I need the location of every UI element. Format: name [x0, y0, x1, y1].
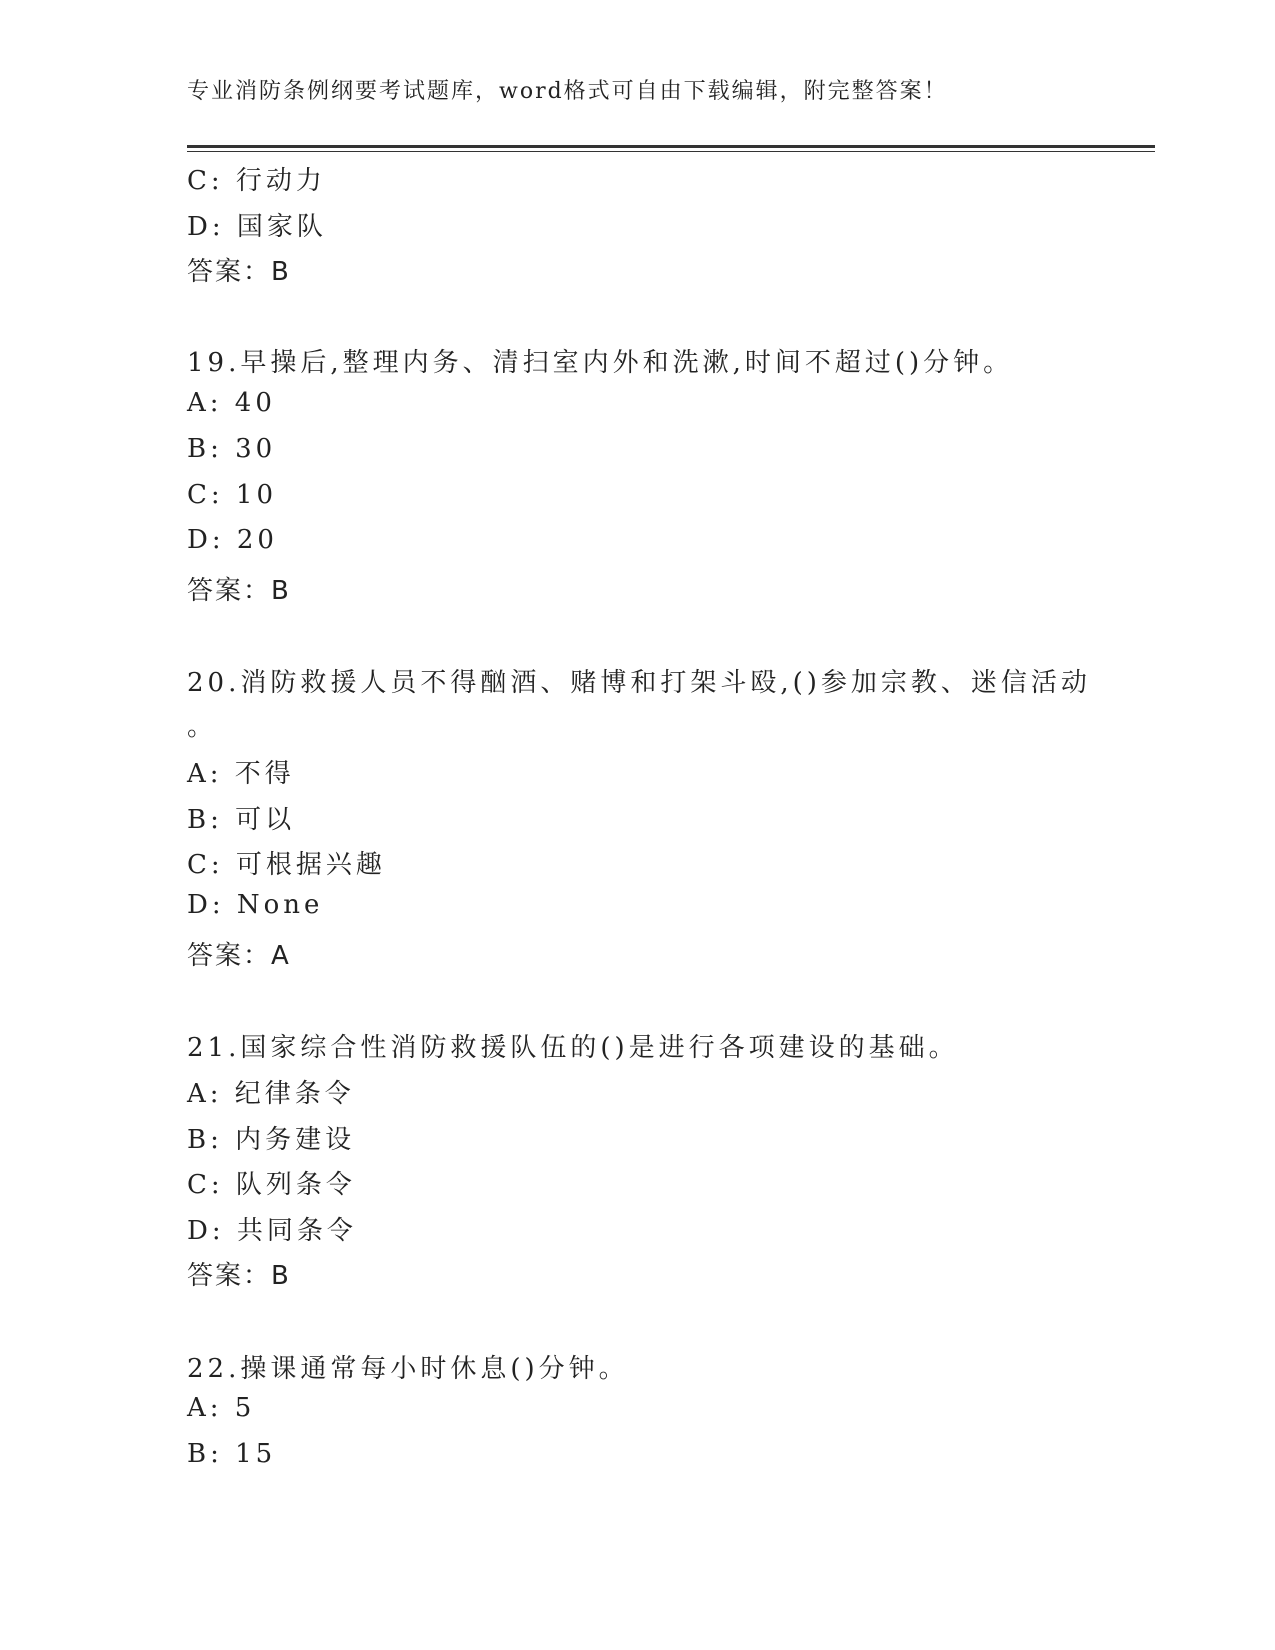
header-rule-thick: [187, 145, 1155, 148]
question-text: 。: [187, 712, 218, 742]
option-line: B: 30: [187, 434, 277, 464]
option-line: A: 纪律条令: [187, 1079, 355, 1109]
option-line: D: 共同条令: [187, 1216, 357, 1246]
option-line: B: 15: [187, 1439, 277, 1469]
answer-line: 答案：B: [187, 576, 291, 606]
option-line: D: 20: [187, 525, 278, 555]
answer-line: 答案：B: [187, 1261, 291, 1291]
option-line: B: 可以: [187, 805, 296, 835]
option-line: B: 内务建设: [187, 1125, 356, 1155]
option-line: A: 5: [187, 1393, 256, 1423]
option-line: C: 行动力: [187, 166, 326, 196]
answer-line: 答案：A: [187, 941, 291, 971]
option-line: C: 队列条令: [187, 1170, 356, 1200]
question-text: 21.国家综合性消防救援队伍的()是进行各项建设的基础。: [187, 1033, 959, 1063]
option-line: A: 不得: [187, 759, 295, 789]
header-rule-thin: [187, 151, 1155, 152]
question-text: 22.操课通常每小时休息()分钟。: [187, 1354, 629, 1384]
question-text: 20.消防救援人员不得酗酒、赌博和打架斗殴,()参加宗教、迷信活动: [187, 668, 1091, 698]
answer-line: 答案：B: [187, 257, 291, 287]
document-header: 专业消防条例纲要考试题库，word格式可自由下载编辑，附完整答案！: [187, 79, 948, 104]
option-line: C: 可根据兴趣: [187, 850, 386, 880]
option-line: C: 10: [187, 480, 278, 510]
question-text: 19.早操后,整理内务、清扫室内外和洗漱,时间不超过()分钟。: [187, 348, 1014, 378]
option-line: D: None: [187, 890, 324, 920]
option-line: A: 40: [187, 388, 276, 418]
option-line: D: 国家队: [187, 212, 327, 242]
